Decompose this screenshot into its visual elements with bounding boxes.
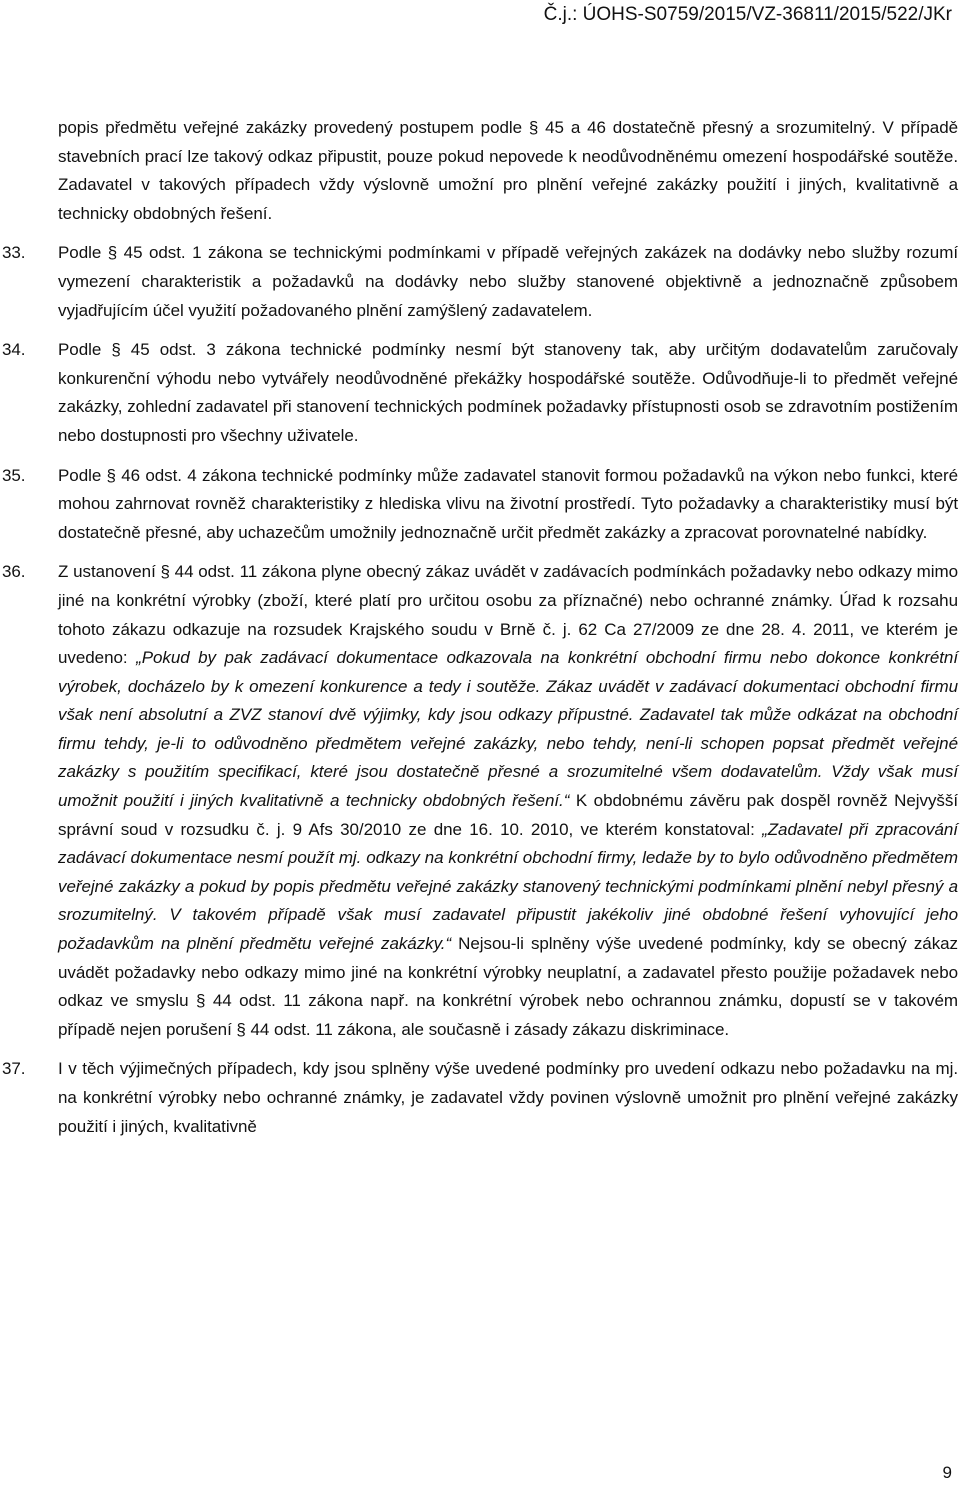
paragraph-text xyxy=(58,1055,958,1141)
continuation-paragraph xyxy=(58,114,958,228)
text-segment: Podle § 45 odst. 1 zákona se technickými podmínkami v případě veřejných zakázek na dodávky nebo služby rozumí vymezení charakteristik a požadavků na dodávky nebo služby stanovené objektivně a jednoznačně způsobem vyjadřujícím účel využití požadovaného plnění zamýšlený zadavatelem. xyxy=(58,243,958,320)
numbered-paragraph xyxy=(2,239,958,325)
paragraph-text xyxy=(58,239,958,325)
text-segment: Nejsou-li splněny výše uvedené podmínky, kdy se obecný zákaz uvádět požadavky nebo odkazy mimo jiné na konkrétní výrobky neuplatní, a zadavatel přesto použije požadavek nebo odkaz ve smyslu § 44 odst. 11 zákona např. na konkrétní výrobek nebo ochrannou známku, dopustí se v takovém případě nejen porušení § 44 odst. 11 zákona, ale současně i zásady zákazu diskriminace. xyxy=(58,934,958,1039)
document-body xyxy=(2,114,959,1152)
paragraph-text xyxy=(58,336,958,450)
text-segment: Podle § 46 odst. 4 zákona technické podmínky může zadavatel stanovit formou požadavků na výkon nebo funkci, které mohou zahrnovat rovněž charakteristiky z hlediska vlivu na životní prostředí. Tyto požadavky a charakteristiky musí být dostatečně přesné, aby uchazečům umožnily jednoznačně určit předmět zakázky a zpracovat porovnatelné nabídky. xyxy=(58,465,958,542)
paragraph-number: 36. xyxy=(2,562,26,582)
text-segment: Podle § 45 odst. 3 zákona technické podmínky nesmí být stanoveny tak, aby určitým dodavatelům zaručovaly konkurenční výhodu nebo vytvářely neodůvodněné překážky hospodářské soutěže. Odůvodňuje-li to předmět veřejné zakázky, zohlední zadavatel při stanovení technických podmínek požadavky přístupnosti osob se zdravotním postižením nebo dostupnosti pro všechny uživatele. xyxy=(58,340,958,445)
paragraph-text xyxy=(58,114,958,228)
paragraph-number: 35. xyxy=(2,465,26,485)
numbered-paragraph xyxy=(2,558,959,1044)
numbered-paragraph xyxy=(2,336,958,450)
paragraph-text xyxy=(58,558,958,1044)
paragraph-number: 37. xyxy=(2,1059,26,1079)
quoted-judgment-text: „Zadavatel při zpracování zadávací dokumentace nesmí použít mj. odkazy na konkrétní obchodní firmy, ledaže by to bylo odůvodněno předmětem veřejné zakázky a pokud by popis předmětu veřejné zakázky stanovený technickými podmínkami plnění nebyl přesný a srozumitelný. V takovém případě však musí zadavatel připustit jakékoliv jiné obdobné řešení vyhovující jeho požadavkům na plnění předmětu veřejné zakázky.“ xyxy=(58,819,958,954)
numbered-paragraph xyxy=(2,462,958,548)
document-reference: Č.j.: ÚOHS-S0759/2015/VZ-36811/2015/522/JKr xyxy=(543,4,952,25)
paragraph-number: 34. xyxy=(2,340,26,360)
page-number: 9 xyxy=(942,1463,952,1482)
text-segment: K obdobnému závěru pak dospěl rovněž Nejvyšší správní soud v rozsudku č. j. 9 Afs 30/2010 ze dne 16. 10. 2010, ve kterém konstatoval: xyxy=(58,791,959,839)
text-segment: popis předmětu veřejné zakázky provedený postupem podle § 45 a 46 dostatečně přesný a srozumitelný. V případě stavebních prací lze takový odkaz připustit, pouze pokud nepovede k neodůvodněnému omezení hospodářské soutěže. Zadavatel v takových případech vždy výslovně umožní pro plnění veřejné zakázky použití i jiných, kvalitativně a technicky obdobných řešení. xyxy=(58,118,958,223)
paragraph-number: 33. xyxy=(2,243,26,263)
text-segment: I v těch výjimečných případech, kdy jsou splněny výše uvedené podmínky pro uvedení odkazu nebo požadavku na mj. na konkrétní výrobky nebo ochranné známky, je zadavatel vždy povinen výslovně umožnit pro plnění veřejné zakázky použití i jiných, kvalitativně xyxy=(58,1059,958,1136)
paragraph-text xyxy=(58,462,958,548)
numbered-paragraph xyxy=(2,1055,958,1141)
text-segment: Z ustanovení § 44 odst. 11 zákona plyne obecný zákaz uvádět v zadávacích podmínkách požadavky nebo odkazy mimo jiné na konkrétní výrobky (zboží, které platí pro určitou osobu za příznačné) nebo ochranné známky. Úřad k rozsahu tohoto zákazu odkazuje na rozsudek Krajského soudu v Brně č. j. 62 Ca 27/2009 ze dne 28. 4. 2011, ve kterém je uvedeno: xyxy=(58,562,958,668)
quoted-judgment-text: „Pokud by pak zadávací dokumentace odkazovala na konkrétní obchodní firmu nebo dokonce konkrétní výrobek, docházelo by k omezení konkurence a tedy i soutěže. Zákaz uvádět v zadávací dokumentaci obchodní firmu však není absolutní a ZVZ stanoví dvě výjimky, kdy jsou odkazy přípustné. Zadavatel tak může odkázat na obchodní firmu tehdy, je-li to odůvodněno předmětem veřejné zakázky, nebo tehdy, není-li schopen popsat předmět veřejné zakázky s použitím specifikací, které jsou dostatečně přesné a srozumitelné všem dodavatelům. Vždy však musí umožnit použití i jiných kvalitativně a technicky obdobných řešení.“ xyxy=(58,648,958,811)
